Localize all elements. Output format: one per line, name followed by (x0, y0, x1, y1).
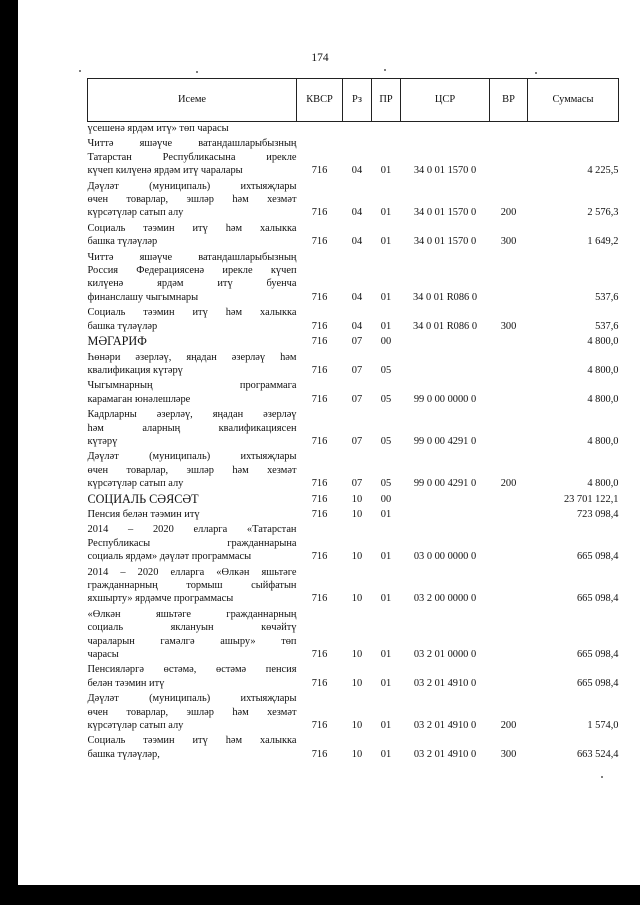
row-pr: 01 (380, 508, 392, 520)
table-row (88, 732, 619, 761)
row-name-line: башка түләүләр (87, 320, 158, 332)
row-sum: 665 098,4 (576, 593, 619, 605)
row-name-line: башка түләүләр, (87, 748, 160, 760)
row-name-line: белән тәэмин итү (87, 677, 165, 689)
row-sum: 723 098,4 (576, 508, 619, 520)
row-vr (490, 377, 528, 406)
row-csr (401, 349, 490, 378)
row-rz: 10 (351, 748, 363, 760)
table-row (88, 249, 619, 305)
row-pr: 01 (380, 236, 392, 248)
row-sum: 4 225,5 (587, 165, 619, 177)
row-vr (490, 122, 528, 136)
row-vr: 200 (500, 720, 517, 732)
row-csr: 99 0 00 4291 0 (413, 435, 477, 447)
row-name (88, 690, 297, 732)
row-name-line: үсешенә ярдәм итү» төп чарасы (87, 123, 229, 134)
row-name-line: күрсәтүләр сатып алу (87, 720, 184, 732)
row-name-line: 2014 – 2020 елларга «Өлкән яшьтәге (87, 566, 297, 578)
row-kvsr: 716 (311, 551, 328, 563)
row-name-line: Россия Федерациясенә иреклe күчеп (87, 265, 297, 277)
row-name-line: Республикасы гражданнарына (87, 537, 297, 549)
table-row (88, 135, 619, 177)
row-csr: 03 2 01 4910 0 (413, 720, 477, 732)
row-kvsr: 716 (311, 393, 328, 405)
row-name-line: күчеп килүенә ярдәм итү чаралары (87, 165, 243, 177)
row-sum: 4 800,0 (587, 393, 619, 405)
row-csr: 34 0 01 1570 0 (413, 236, 477, 248)
row-name-line: яхшырту» ярдәмче программасы (87, 593, 234, 605)
row-name (88, 135, 297, 177)
row-pr: 01 (380, 320, 392, 332)
row-kvsr: 716 (311, 593, 328, 605)
row-vr (490, 406, 528, 448)
scan-speck (535, 72, 537, 74)
row-name-line: Читтә яшәүче ватандашларыбызның (87, 138, 297, 150)
row-vr: 200 (500, 478, 517, 490)
row-name-line: Дәүләт (муниципаль) ихтыяҗлары (87, 451, 297, 463)
row-pr: 01 (380, 551, 392, 563)
row-vr (490, 249, 528, 305)
row-name-line: Дәүләт (муниципаль) ихтыяҗлары (87, 693, 297, 705)
row-name-line: «Өлкән яшьтәге гражданнарның (87, 608, 297, 620)
row-name-line: Пенсия белән тәэмин итү (87, 508, 200, 520)
row-rz: 04 (351, 165, 363, 177)
header-kvsr: КВСР (297, 79, 343, 122)
section-row (88, 491, 619, 506)
row-rz: 04 (351, 207, 363, 219)
row-csr: 34 0 01 1570 0 (413, 165, 477, 177)
row-csr: 03 0 00 0000 0 (413, 551, 477, 563)
row-vr (490, 606, 528, 662)
table-row (88, 377, 619, 406)
row-vr (490, 661, 528, 690)
row-name-line: өчен товарлар, эшләр һәм хезмәт (87, 194, 297, 206)
row-pr: 05 (380, 393, 392, 405)
row-name-line: СОЦИАЛЬ СӘЯСӘТ (87, 491, 199, 506)
row-name-line: өчен товарлар, эшләр һәм хезмәт (87, 706, 297, 718)
row-sum: 1 649,2 (587, 236, 619, 248)
row-name (88, 122, 297, 136)
row-pr: 01 (380, 207, 392, 219)
table-row (88, 606, 619, 662)
row-name-line: Социаль тәэмин итү һәм халыкка (87, 307, 297, 319)
table-row (88, 220, 619, 249)
row-rz: 04 (351, 236, 363, 248)
row-rz: 10 (351, 593, 363, 605)
row-rz: 10 (351, 508, 363, 520)
table-header-row (88, 79, 619, 122)
scan-edge-left (0, 0, 18, 905)
row-name-line: карамаган юнәлешләре (87, 393, 191, 405)
row-name (88, 333, 297, 348)
row-name (88, 564, 297, 606)
row-kvsr: 716 (311, 720, 328, 732)
row-name (88, 448, 297, 490)
row-rz: 10 (351, 677, 363, 689)
row-csr (401, 122, 490, 136)
header-csr: ЦСР (401, 79, 490, 122)
row-rz: 04 (351, 291, 363, 303)
row-name-line: финанслашу чыгымнары (87, 291, 199, 303)
row-pr: 01 (380, 649, 392, 661)
row-sum: 665 098,4 (576, 649, 619, 661)
header-sum: Суммасы (528, 79, 619, 122)
scan-speck (196, 71, 198, 73)
header-pr: ПР (372, 79, 401, 122)
row-name-line: Һөнәри әзерләү, яңадан әзерләү һәм (87, 351, 297, 363)
row-pr: 05 (380, 435, 392, 447)
row-csr: 99 0 00 0000 0 (413, 393, 477, 405)
row-pr: 00 (380, 336, 392, 348)
row-pr: 01 (380, 748, 392, 760)
row-name-line: 2014 – 2020 елларга «Татарстан (87, 524, 297, 536)
row-sum: 4 800,0 (587, 478, 619, 490)
row-kvsr: 716 (311, 677, 328, 689)
row-rz: 07 (351, 478, 363, 490)
row-pr (372, 122, 401, 136)
row-csr: 03 2 01 4910 0 (413, 677, 477, 689)
row-pr: 05 (380, 478, 392, 490)
row-rz: 07 (351, 336, 363, 348)
row-csr: 99 0 00 4291 0 (413, 478, 477, 490)
row-sum: 665 098,4 (576, 677, 619, 689)
row-vr (490, 491, 528, 506)
header-vr: ВР (490, 79, 528, 122)
row-sum: 4 800,0 (587, 435, 619, 447)
row-csr: 03 2 00 0000 0 (413, 593, 477, 605)
row-kvsr: 716 (311, 336, 328, 348)
row-name-line: чараларын гамәлгә ашыру» төп (87, 635, 297, 647)
table-row (88, 448, 619, 490)
row-rz: 10 (351, 720, 363, 732)
row-vr (490, 333, 528, 348)
table-row (88, 122, 619, 136)
row-name (88, 220, 297, 249)
row-name-line: Татарстан Республикасына иреклe (87, 151, 297, 163)
row-csr (401, 333, 490, 348)
table-row (88, 304, 619, 333)
table-row (88, 506, 619, 521)
row-kvsr (297, 122, 343, 136)
row-csr: 03 2 01 4910 0 (413, 748, 477, 760)
row-vr (490, 135, 528, 177)
budget-table (87, 78, 619, 761)
row-kvsr: 716 (311, 236, 328, 248)
row-rz: 10 (351, 551, 363, 563)
row-sum: 663 524,4 (576, 748, 619, 760)
row-name (88, 377, 297, 406)
table-row (88, 661, 619, 690)
row-sum: 537,6 (595, 291, 619, 303)
header-rz: Рз (343, 79, 372, 122)
row-csr: 34 0 01 1570 0 (413, 207, 477, 219)
row-pr: 01 (380, 291, 392, 303)
row-rz (343, 122, 372, 136)
row-name-line: өчен товарлар, эшләр һәм хезмәт (87, 464, 297, 476)
row-vr (490, 349, 528, 378)
row-csr: 03 2 01 0000 0 (413, 649, 477, 661)
row-kvsr: 716 (311, 493, 328, 505)
row-name (88, 732, 297, 761)
row-sum: 537,6 (595, 320, 619, 332)
row-sum: 4 800,0 (587, 364, 619, 376)
table-row (88, 349, 619, 378)
row-pr: 01 (380, 677, 392, 689)
table-row (88, 178, 619, 220)
row-name-line: чарасы (87, 649, 119, 661)
row-name (88, 491, 297, 506)
row-sum: 665 098,4 (576, 551, 619, 563)
row-name (88, 249, 297, 305)
row-sum: 4 800,0 (587, 336, 619, 348)
row-name-line: Пенсияләргә өстәмә, өстәмә пенсия (87, 664, 297, 676)
row-kvsr: 716 (311, 165, 328, 177)
row-name (88, 406, 297, 448)
row-name (88, 304, 297, 333)
table-row (88, 564, 619, 606)
row-vr (490, 564, 528, 606)
table-row (88, 521, 619, 563)
row-sum: 1 574,0 (587, 720, 619, 732)
row-name-line: Читтә яшәүче ватандашларыбызның (87, 251, 297, 263)
row-vr: 300 (500, 236, 517, 248)
page-number: 174 (311, 52, 329, 64)
row-name (88, 178, 297, 220)
row-name-line: социаль ярдәм» дәүләт программасы (87, 551, 252, 563)
scan-speck (79, 70, 81, 72)
row-name-line: күрсәтүләр сатып алу (87, 207, 184, 219)
row-rz: 10 (351, 649, 363, 661)
row-kvsr: 716 (311, 649, 328, 661)
scan-speck (601, 776, 603, 778)
row-name-line: Кадрларны әзерләү, яңадан әзерләү (87, 409, 297, 421)
row-kvsr: 716 (311, 435, 328, 447)
row-kvsr: 716 (311, 320, 328, 332)
row-kvsr: 716 (311, 508, 328, 520)
section-row (88, 333, 619, 348)
row-csr: 34 0 01 R086 0 (412, 320, 478, 332)
row-name-line: квалификация күтәрү (87, 364, 183, 376)
row-vr: 200 (500, 207, 517, 219)
row-name-line: күрсәтүләр сатып алу (87, 478, 184, 490)
row-sum: 2 576,3 (587, 207, 619, 219)
row-kvsr: 716 (311, 291, 328, 303)
row-name-line: Дәүләт (муниципаль) ихтыяҗлары (87, 180, 297, 192)
row-name-line: Социаль тәэмин итү һәм халыкка (87, 735, 297, 747)
row-rz: 07 (351, 393, 363, 405)
row-name (88, 506, 297, 521)
row-kvsr: 716 (311, 748, 328, 760)
row-name-line: һәм аларның квалификациясен (87, 422, 297, 434)
row-rz: 07 (351, 364, 363, 376)
row-pr: 01 (380, 720, 392, 732)
row-kvsr: 716 (311, 478, 328, 490)
row-pr: 01 (380, 593, 392, 605)
row-csr (401, 491, 490, 506)
row-vr (490, 521, 528, 563)
table-body (88, 122, 619, 762)
table-row (88, 406, 619, 448)
row-pr: 01 (380, 165, 392, 177)
row-name (88, 606, 297, 662)
row-rz: 04 (351, 320, 363, 332)
row-rz: 07 (351, 435, 363, 447)
row-name (88, 349, 297, 378)
row-vr: 300 (500, 748, 517, 760)
row-vr: 300 (500, 320, 517, 332)
header-name: Исеме (88, 79, 297, 122)
row-sum: 23 701 122,1 (563, 493, 619, 505)
row-name-line: МӘГАРИФ (87, 334, 147, 349)
row-name-line: гражданнарның тормыш сыйфатын (87, 580, 297, 591)
row-kvsr: 716 (311, 207, 328, 219)
row-name-line: социаль яклануын көчәйтү (87, 622, 297, 634)
row-pr: 00 (380, 493, 392, 505)
row-pr: 05 (380, 364, 392, 376)
row-name-line: башка түләүләр (87, 236, 158, 248)
row-name-line: күтәрү (87, 435, 118, 447)
row-sum (528, 122, 619, 136)
row-vr (490, 506, 528, 521)
row-name-line: килүенә ярдәм итү буенча (87, 278, 297, 290)
row-kvsr: 716 (311, 364, 328, 376)
row-name-line: Чыгымнарның программага (87, 380, 297, 392)
scan-edge-bottom (0, 885, 640, 905)
table-row (88, 690, 619, 732)
row-rz: 10 (351, 493, 363, 505)
scan-speck (384, 69, 386, 71)
row-name (88, 521, 297, 563)
row-csr: 34 0 01 R086 0 (412, 291, 478, 303)
row-name (88, 661, 297, 690)
row-csr (401, 506, 490, 521)
row-name-line: Социаль тәэмин итү һәм халыкка (87, 222, 297, 234)
